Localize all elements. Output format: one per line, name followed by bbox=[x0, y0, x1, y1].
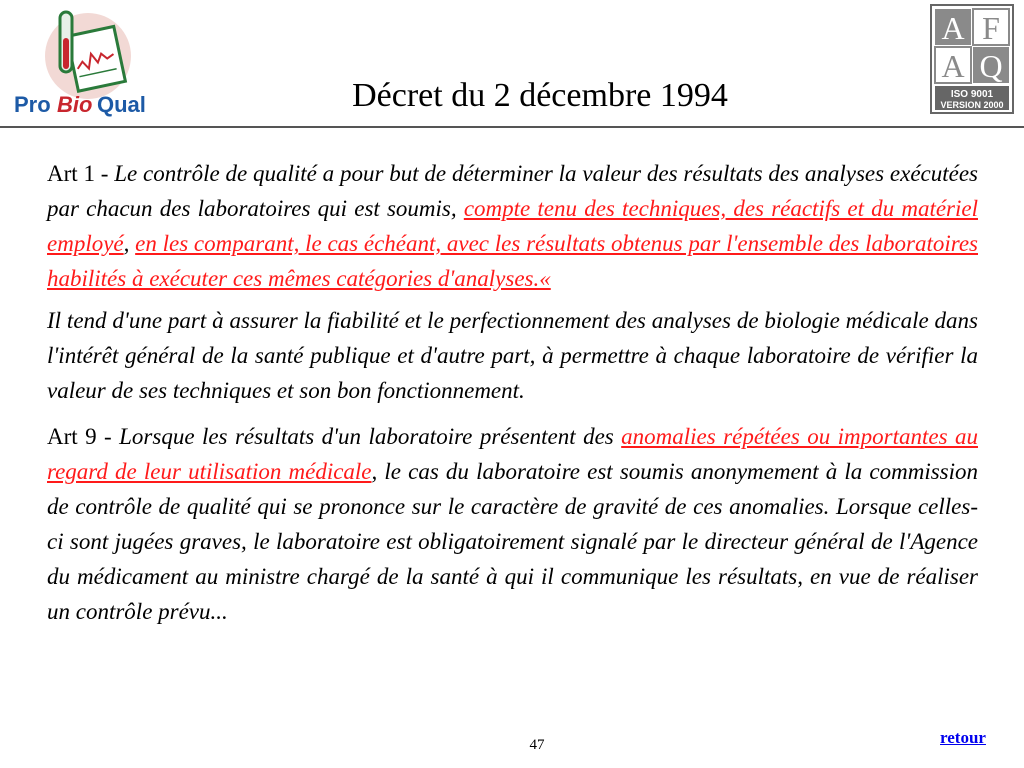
brand-pro: Pro bbox=[14, 92, 51, 117]
article-1-paragraph-2: Il tend d'une part à assurer la fiabilité et le perfectionnement des analyses de biologie médicale dans l'intérêt général de la santé publique et d'autre part, à permettre à chaque laboratoire de vérifier la valeur de ses techniques et son bon fonctionnement. bbox=[47, 308, 978, 403]
article-9-highlight-anomalies: anomalies répétées ou importantes au regard de leur utilisation médicale bbox=[47, 424, 978, 484]
page-number: 47 bbox=[529, 737, 545, 753]
article-1-prefix: Art 1 - bbox=[47, 161, 115, 186]
afaq-letter-a1: A bbox=[941, 10, 965, 46]
article-1-separator: , bbox=[123, 231, 136, 256]
header-divider bbox=[0, 126, 1024, 128]
article-1-highlight-comparison: en les comparant, le cas échéant, avec les résultats obtenus par l'ensemble des laboratoires habilités à exécuter ces mêmes catégories d'analyses.« bbox=[47, 231, 978, 291]
afaq-certification-icon bbox=[930, 4, 1014, 114]
afaq-iso: ISO 9001 bbox=[950, 89, 994, 100]
afaq-letter-q: Q bbox=[979, 48, 1003, 84]
article-1-text: Le contrôle de qualité a pour but de déterminer la valeur des résultats des analyses exécutées par chacun des laboratoires qui est soumis, bbox=[47, 161, 978, 221]
probioqual-logo bbox=[10, 8, 172, 122]
article-1-highlight-techniques: compte tenu des techniques, des réactifs et du matériel employé bbox=[47, 196, 978, 256]
afaq-logo bbox=[930, 4, 1014, 114]
article-9 bbox=[47, 419, 978, 629]
afaq-letter-f: F bbox=[982, 10, 1000, 46]
page-title: Décret du 2 décembre 1994 bbox=[352, 77, 728, 114]
afaq-letter-a2: A bbox=[941, 48, 965, 84]
article-9-prefix: Art 9 - bbox=[47, 424, 120, 449]
article-9-text-end: , le cas du laboratoire est soumis anonymement à la commission de contrôle de qualité qui se prononce sur le caractère de gravité de ces anomalies. Lorsque celles-ci sont jugées graves, le laboratoire est obligatoirement signalé par le directeur général de l'Agence du médicament au ministre chargé de la santé à qui il communique les résultats, en vue de réaliser un contrôle prévu... bbox=[47, 459, 978, 624]
brand-qual: Qual bbox=[97, 92, 146, 117]
article-1 bbox=[47, 156, 978, 296]
decree-body bbox=[47, 156, 978, 629]
retour-link[interactable]: retour bbox=[940, 728, 986, 747]
brand-bio: Bio bbox=[57, 92, 93, 117]
afaq-version: VERSION 2000 bbox=[940, 100, 1004, 110]
article-9-text-start: Lorsque les résultats d'un laboratoire présentent des bbox=[119, 424, 622, 449]
lab-tube-graph-icon bbox=[10, 8, 172, 122]
